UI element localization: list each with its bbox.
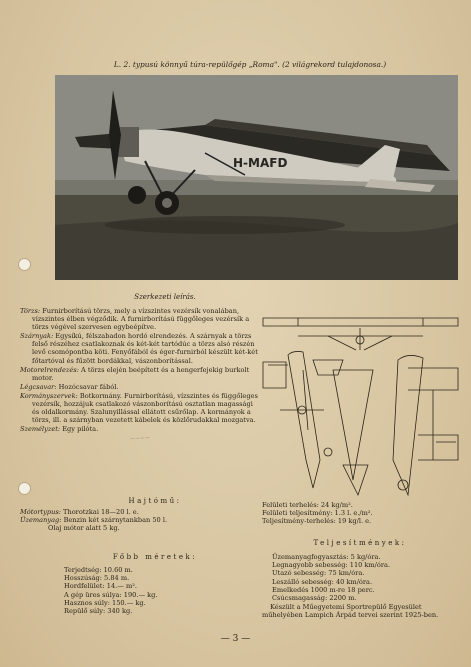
- spec-fuselage: Törzs: Furnirborítású törzs, mely a vízszintes vezérsík vonalában, vízszintes élben végződik. A furnirborítású függőleges vezérsík a törzs végével szervesen egybeépítve.: [20, 307, 250, 332]
- aircraft-photo: [55, 75, 458, 280]
- load-line: Felületi teljesítmény: 1.3 l. e./m².: [262, 509, 373, 518]
- spec-engine-layout: Motorelrendezés: A törzs elején beépített és a hengerfejekig burkolt motor.: [20, 365, 250, 382]
- page-number: — 3 —: [220, 634, 251, 644]
- dimension-line: Hasznos súly: 150.— kg.: [64, 598, 146, 607]
- engine-line: Olaj mótor alatt 5 kg.: [48, 524, 120, 533]
- performance-line: Leszálló sebesség: 40 km/óra.: [272, 577, 373, 586]
- performance-line: Csúcsmagasság: 2200 m.: [272, 594, 357, 603]
- load-line: Felületi terhelés: 24 kg/m².: [262, 501, 353, 509]
- engine-line: Üzemanyag: Benzin két szárnytankban 50 l.: [20, 516, 168, 525]
- punch-hole: [18, 482, 31, 495]
- punch-hole: [18, 258, 31, 271]
- structure-description: [20, 307, 258, 434]
- performance-line: Legnagyobb sebesség: 110 km/óra.: [272, 561, 391, 570]
- performance-list: [272, 553, 390, 602]
- spec-wings: Szárnyak: Egysíkú, félszabadon hordó elrendezés. A szárnyak a törzs felső részéhez csatlakoznak és két-két tartódúc a törzs alsó részén levő csomópontba köti. Fenyőfából és éger-furnirból készült két-két főtartóval és fűzött bordákkal, vászonborítással.: [20, 332, 258, 365]
- dimensions-title: Főbb méretek:: [112, 553, 198, 561]
- three-view-drawing: [258, 310, 463, 500]
- load-figures: [262, 501, 373, 526]
- engine-line: Mótortypus: Thorotzkai 18—20 l. e.: [20, 508, 139, 516]
- performance-line: Üzemanyagfogyasztás: 5 kg/óra.: [272, 553, 381, 561]
- spec-crew: Személyzet: Egy pilóta.: [20, 425, 99, 434]
- dimensions-list: [64, 566, 157, 615]
- dimension-line: Hosszúság: 5.84 m.: [64, 574, 130, 583]
- dimension-line: Hordfelület: 14.— m².: [64, 582, 137, 591]
- dimension-line: Terjedtség: 10.60 m.: [64, 566, 133, 574]
- structure-title: Szerkezeti leírás.: [134, 293, 196, 301]
- performance-title: Teljesítmények:: [313, 539, 407, 547]
- load-line: Teljesítmény-terhelés: 19 kg/l. e.: [262, 517, 372, 526]
- dimension-line: Repülő súly: 340 kg.: [64, 607, 133, 616]
- engine-title: Hajtómű:: [128, 497, 182, 505]
- spec-propeller: Légcsavar: Hozócsavar fából.: [20, 382, 119, 391]
- dimension-line: A gép üres súlya: 190.— kg.: [64, 590, 158, 599]
- construction-note: Készült a Műegyetemi Sportrepülő Egyesület műhelyében Lampich Árpád tervei szerint 1925-ben.: [262, 603, 439, 620]
- aircraft-registration: H-MAFD: [233, 156, 288, 170]
- photo-caption: L. 2. typusú könnyű túra-repülőgép „Roma". (2 világrekord tulajdonosa.): [113, 60, 387, 69]
- aircraft-photo-illustration: [55, 75, 458, 280]
- spec-controls: Kormányszervek: Botkormány. Furnirborítású, vízszintes és függőleges vezérsík, hozzájuk csatlakozó vászonborítású osztatlan magassági és oldalkormány. Szalunyillással ellátott csűrőlap. A kormányok a törzs, ill. a szárnyban vezetett kábelek és közlőrudakkal mozgatva.: [20, 391, 258, 425]
- engine-details: [20, 508, 167, 533]
- performance-line: Utazó sebesség: 75 km/óra.: [272, 569, 365, 578]
- pencil-annotation: ~~~~: [129, 434, 151, 443]
- performance-line: Emelkedés 1000 m-re 18 perc.: [272, 585, 375, 594]
